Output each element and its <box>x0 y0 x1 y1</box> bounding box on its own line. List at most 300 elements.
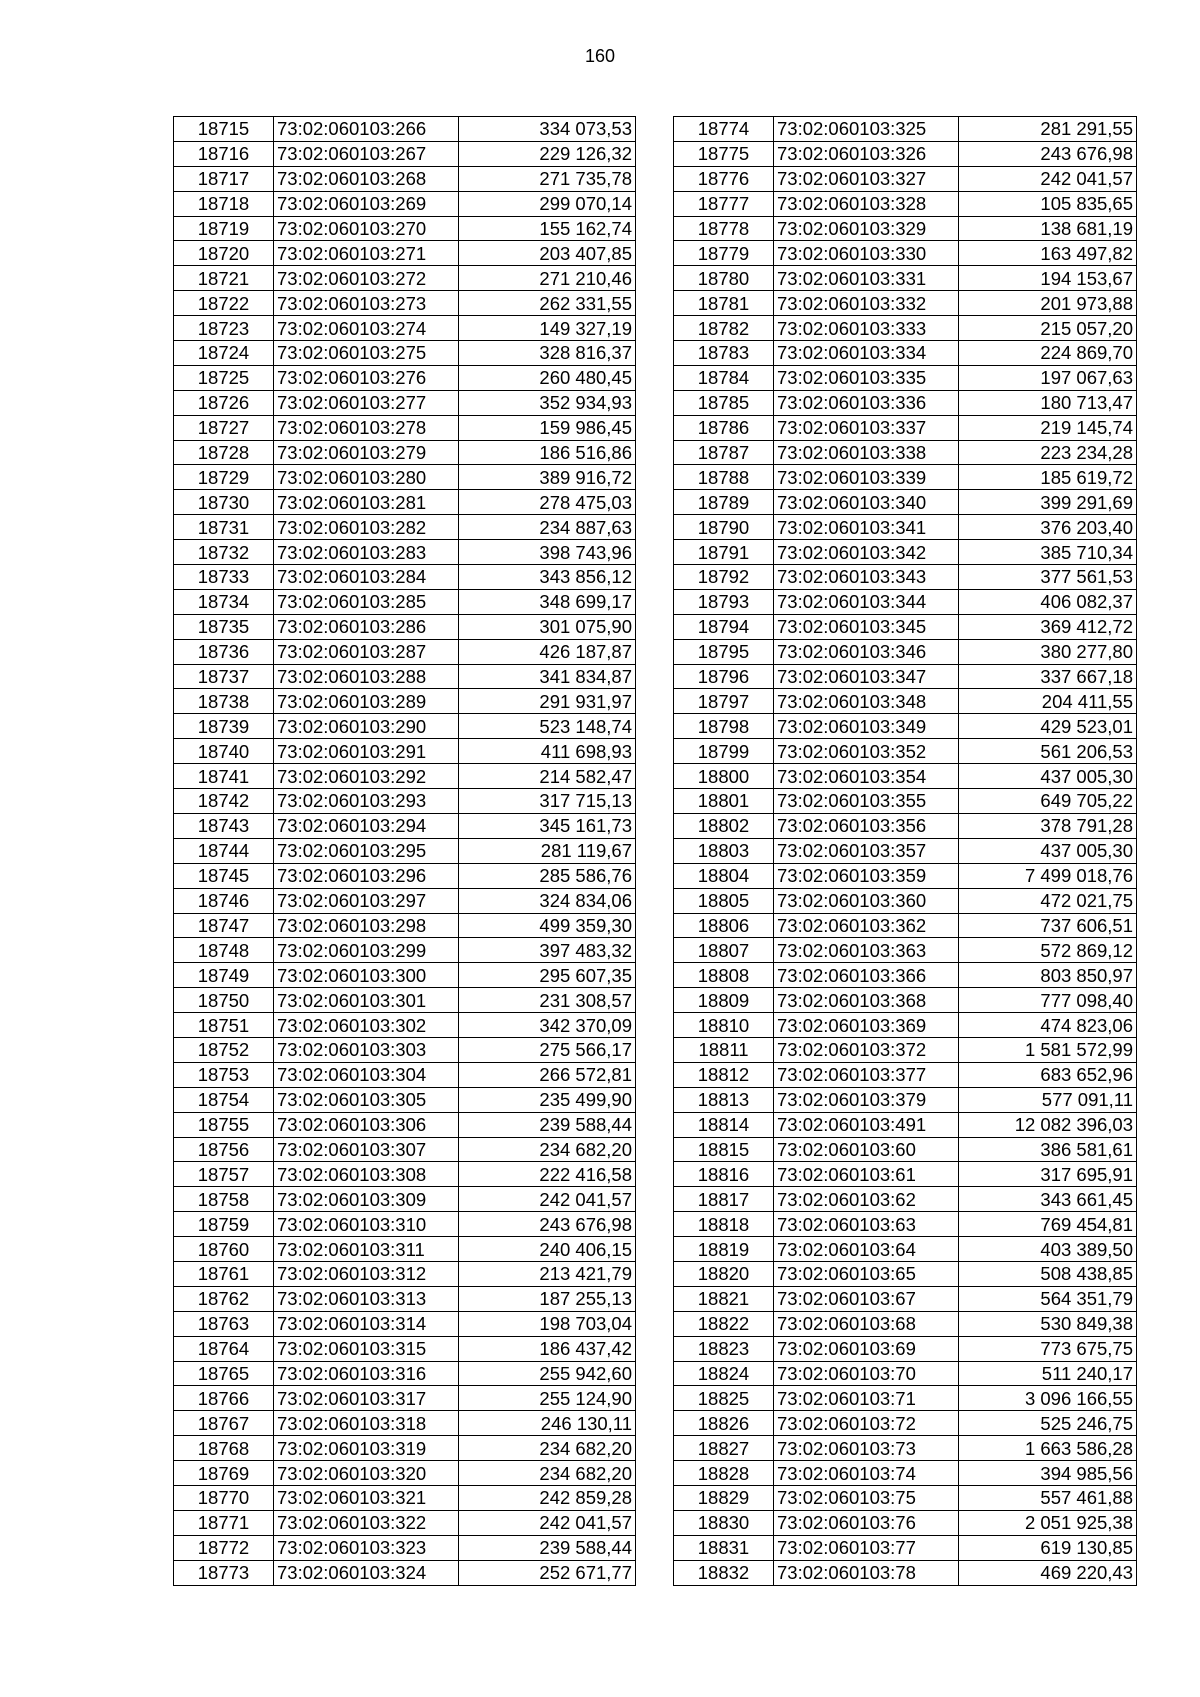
value-cell: 159 986,45 <box>459 415 636 440</box>
cadastral-number-cell: 73:02:060103:329 <box>774 216 959 241</box>
row-number-cell: 18759 <box>174 1212 274 1237</box>
value-cell: 377 561,53 <box>959 565 1137 590</box>
table-row <box>674 1037 1137 1062</box>
table-row <box>174 1286 636 1311</box>
value-cell: 2 051 925,38 <box>959 1510 1137 1535</box>
row-number-cell: 18741 <box>174 764 274 789</box>
cadastral-number-cell: 73:02:060103:307 <box>274 1137 459 1162</box>
table-row <box>174 1087 636 1112</box>
row-number-cell: 18825 <box>674 1386 774 1411</box>
cadastral-number-cell: 73:02:060103:278 <box>274 415 459 440</box>
table-row <box>174 1361 636 1386</box>
table-row <box>674 1187 1137 1212</box>
table-row <box>174 291 636 316</box>
table-row <box>674 963 1137 988</box>
table-row <box>674 1112 1137 1137</box>
cadastral-number-cell: 73:02:060103:71 <box>774 1386 959 1411</box>
table-row <box>174 1311 636 1336</box>
row-number-cell: 18816 <box>674 1162 774 1187</box>
cadastral-number-cell: 73:02:060103:67 <box>774 1286 959 1311</box>
table-row <box>674 589 1137 614</box>
table-row <box>674 764 1137 789</box>
table-row <box>674 390 1137 415</box>
table-row <box>174 191 636 216</box>
row-number-cell: 18763 <box>174 1311 274 1336</box>
value-cell: 1 663 586,28 <box>959 1436 1137 1461</box>
table-row <box>674 664 1137 689</box>
cadastral-number-cell: 73:02:060103:68 <box>774 1311 959 1336</box>
row-number-cell: 18773 <box>174 1560 274 1585</box>
cadastral-number-cell: 73:02:060103:359 <box>774 863 959 888</box>
value-cell: 411 698,93 <box>459 739 636 764</box>
row-number-cell: 18742 <box>174 789 274 814</box>
table-row <box>674 1336 1137 1361</box>
cadastral-number-cell: 73:02:060103:368 <box>774 988 959 1013</box>
table-row <box>674 1485 1137 1510</box>
value-cell: 525 246,75 <box>959 1411 1137 1436</box>
table-row <box>174 938 636 963</box>
table-row <box>174 614 636 639</box>
value-cell: 397 483,32 <box>459 938 636 963</box>
value-cell: 281 291,55 <box>959 117 1137 142</box>
row-number-cell: 18745 <box>174 863 274 888</box>
table-row <box>674 515 1137 540</box>
cadastral-number-cell: 73:02:060103:310 <box>274 1212 459 1237</box>
row-number-cell: 18718 <box>174 191 274 216</box>
table-row <box>174 838 636 863</box>
value-cell: 437 005,30 <box>959 838 1137 863</box>
row-number-cell: 18778 <box>674 216 774 241</box>
value-cell: 572 869,12 <box>959 938 1137 963</box>
cadastral-number-cell: 73:02:060103:316 <box>274 1361 459 1386</box>
row-number-cell: 18830 <box>674 1510 774 1535</box>
cadastral-number-cell: 73:02:060103:294 <box>274 813 459 838</box>
table-row <box>174 141 636 166</box>
row-number-cell: 18821 <box>674 1286 774 1311</box>
row-number-cell: 18818 <box>674 1212 774 1237</box>
row-number-cell: 18768 <box>174 1436 274 1461</box>
value-cell: 777 098,40 <box>959 988 1137 1013</box>
table-row <box>674 490 1137 515</box>
value-cell: 769 454,81 <box>959 1212 1137 1237</box>
row-number-cell: 18793 <box>674 589 774 614</box>
table-row <box>674 540 1137 565</box>
row-number-cell: 18755 <box>174 1112 274 1137</box>
cadastral-number-cell: 73:02:060103:280 <box>274 465 459 490</box>
table-row <box>174 913 636 938</box>
value-cell: 376 203,40 <box>959 515 1137 540</box>
table-row <box>674 1461 1137 1486</box>
row-number-cell: 18817 <box>674 1187 774 1212</box>
cadastral-number-cell: 73:02:060103:291 <box>274 739 459 764</box>
value-cell: 577 091,11 <box>959 1087 1137 1112</box>
value-cell: 271 735,78 <box>459 166 636 191</box>
cadastral-number-cell: 73:02:060103:288 <box>274 664 459 689</box>
row-number-cell: 18721 <box>174 266 274 291</box>
value-cell: 352 934,93 <box>459 390 636 415</box>
table-row <box>674 639 1137 664</box>
cadastral-number-cell: 73:02:060103:70 <box>774 1361 959 1386</box>
cadastral-number-cell: 73:02:060103:289 <box>274 689 459 714</box>
cadastral-number-cell: 73:02:060103:338 <box>774 440 959 465</box>
table-row <box>674 1535 1137 1560</box>
cadastral-number-cell: 73:02:060103:320 <box>274 1461 459 1486</box>
row-number-cell: 18803 <box>674 838 774 863</box>
value-cell: 246 130,11 <box>459 1411 636 1436</box>
row-number-cell: 18823 <box>674 1336 774 1361</box>
cadastral-number-cell: 73:02:060103:282 <box>274 515 459 540</box>
row-number-cell: 18727 <box>174 415 274 440</box>
table-row <box>174 863 636 888</box>
value-cell: 239 588,44 <box>459 1112 636 1137</box>
row-number-cell: 18819 <box>674 1237 774 1262</box>
cadastral-number-cell: 73:02:060103:323 <box>274 1535 459 1560</box>
row-number-cell: 18814 <box>674 1112 774 1137</box>
cadastral-number-cell: 73:02:060103:327 <box>774 166 959 191</box>
cadastral-number-cell: 73:02:060103:341 <box>774 515 959 540</box>
row-number-cell: 18786 <box>674 415 774 440</box>
value-cell: 299 070,14 <box>459 191 636 216</box>
row-number-cell: 18732 <box>174 540 274 565</box>
cadastral-number-cell: 73:02:060103:356 <box>774 813 959 838</box>
table-row <box>174 1261 636 1286</box>
table-row <box>174 1212 636 1237</box>
cadastral-number-cell: 73:02:060103:303 <box>274 1037 459 1062</box>
value-cell: 234 682,20 <box>459 1137 636 1162</box>
value-cell: 275 566,17 <box>459 1037 636 1062</box>
value-cell: 317 715,13 <box>459 789 636 814</box>
table-row <box>674 1560 1137 1585</box>
value-cell: 619 130,85 <box>959 1535 1137 1560</box>
cadastral-number-cell: 73:02:060103:295 <box>274 838 459 863</box>
table-row <box>174 1510 636 1535</box>
row-number-cell: 18729 <box>174 465 274 490</box>
value-cell: 523 148,74 <box>459 714 636 739</box>
row-number-cell: 18781 <box>674 291 774 316</box>
cadastral-number-cell: 73:02:060103:290 <box>274 714 459 739</box>
value-cell: 185 619,72 <box>959 465 1137 490</box>
value-cell: 197 067,63 <box>959 365 1137 390</box>
cadastral-number-cell: 73:02:060103:348 <box>774 689 959 714</box>
row-number-cell: 18730 <box>174 490 274 515</box>
table-row <box>674 813 1137 838</box>
table-row <box>674 863 1137 888</box>
value-cell: 683 652,96 <box>959 1062 1137 1087</box>
cadastral-number-cell: 73:02:060103:357 <box>774 838 959 863</box>
table-row <box>674 117 1137 142</box>
value-cell: 343 856,12 <box>459 565 636 590</box>
row-number-cell: 18789 <box>674 490 774 515</box>
table-row <box>674 141 1137 166</box>
value-cell: 403 389,50 <box>959 1237 1137 1262</box>
table-row <box>674 341 1137 366</box>
row-number-cell: 18802 <box>674 813 774 838</box>
table-row <box>674 1361 1137 1386</box>
cadastral-number-cell: 73:02:060103:315 <box>274 1336 459 1361</box>
value-cell: 224 869,70 <box>959 341 1137 366</box>
cadastral-number-cell: 73:02:060103:286 <box>274 614 459 639</box>
value-cell: 378 791,28 <box>959 813 1137 838</box>
cadastral-number-cell: 73:02:060103:372 <box>774 1037 959 1062</box>
row-number-cell: 18724 <box>174 341 274 366</box>
cadastral-number-cell: 73:02:060103:311 <box>274 1237 459 1262</box>
row-number-cell: 18767 <box>174 1411 274 1436</box>
value-cell: 239 588,44 <box>459 1535 636 1560</box>
value-cell: 242 041,57 <box>459 1187 636 1212</box>
row-number-cell: 18728 <box>174 440 274 465</box>
table-row <box>674 1137 1137 1162</box>
value-cell: 429 523,01 <box>959 714 1137 739</box>
table-row <box>174 440 636 465</box>
value-cell: 295 607,35 <box>459 963 636 988</box>
value-cell: 337 667,18 <box>959 664 1137 689</box>
cadastral-number-cell: 73:02:060103:293 <box>274 789 459 814</box>
row-number-cell: 18733 <box>174 565 274 590</box>
cadastral-number-cell: 73:02:060103:336 <box>774 390 959 415</box>
value-cell: 398 743,96 <box>459 540 636 565</box>
row-number-cell: 18775 <box>674 141 774 166</box>
row-number-cell: 18769 <box>174 1461 274 1486</box>
row-number-cell: 18810 <box>674 1013 774 1038</box>
table-row <box>674 191 1137 216</box>
table-row <box>674 888 1137 913</box>
value-cell: 472 021,75 <box>959 888 1137 913</box>
value-cell: 260 480,45 <box>459 365 636 390</box>
cadastral-number-cell: 73:02:060103:305 <box>274 1087 459 1112</box>
value-cell: 252 671,77 <box>459 1560 636 1585</box>
cadastral-number-cell: 73:02:060103:313 <box>274 1286 459 1311</box>
row-number-cell: 18797 <box>674 689 774 714</box>
table-row <box>174 988 636 1013</box>
value-cell: 301 075,90 <box>459 614 636 639</box>
cadastral-number-cell: 73:02:060103:284 <box>274 565 459 590</box>
cadastral-number-cell: 73:02:060103:369 <box>774 1013 959 1038</box>
cadastral-number-cell: 73:02:060103:349 <box>774 714 959 739</box>
left-table <box>173 116 636 1586</box>
row-number-cell: 18731 <box>174 515 274 540</box>
table-row <box>174 490 636 515</box>
cadastral-number-cell: 73:02:060103:355 <box>774 789 959 814</box>
table-row <box>174 714 636 739</box>
table-row <box>674 1062 1137 1087</box>
table-row <box>174 341 636 366</box>
table-row <box>674 739 1137 764</box>
table-row <box>174 1237 636 1262</box>
cadastral-number-cell: 73:02:060103:377 <box>774 1062 959 1087</box>
row-number-cell: 18766 <box>174 1386 274 1411</box>
value-cell: 394 985,56 <box>959 1461 1137 1486</box>
cadastral-number-cell: 73:02:060103:72 <box>774 1411 959 1436</box>
cadastral-number-cell: 73:02:060103:75 <box>774 1485 959 1510</box>
table-row <box>174 1013 636 1038</box>
value-cell: 234 682,20 <box>459 1461 636 1486</box>
row-number-cell: 18782 <box>674 316 774 341</box>
value-cell: 201 973,88 <box>959 291 1137 316</box>
table-row <box>174 1485 636 1510</box>
value-cell: 138 681,19 <box>959 216 1137 241</box>
value-cell: 222 416,58 <box>459 1162 636 1187</box>
cadastral-number-cell: 73:02:060103:304 <box>274 1062 459 1087</box>
cadastral-number-cell: 73:02:060103:314 <box>274 1311 459 1336</box>
cadastral-number-cell: 73:02:060103:271 <box>274 241 459 266</box>
value-cell: 380 277,80 <box>959 639 1137 664</box>
value-cell: 149 327,19 <box>459 316 636 341</box>
table-row <box>674 316 1137 341</box>
cadastral-number-cell: 73:02:060103:366 <box>774 963 959 988</box>
row-number-cell: 18807 <box>674 938 774 963</box>
cadastral-number-cell: 73:02:060103:78 <box>774 1560 959 1585</box>
row-number-cell: 18828 <box>674 1461 774 1486</box>
cadastral-number-cell: 73:02:060103:322 <box>274 1510 459 1535</box>
cadastral-number-cell: 73:02:060103:296 <box>274 863 459 888</box>
table-row <box>674 365 1137 390</box>
cadastral-number-cell: 73:02:060103:302 <box>274 1013 459 1038</box>
value-cell: 204 411,55 <box>959 689 1137 714</box>
value-cell: 737 606,51 <box>959 913 1137 938</box>
cadastral-number-cell: 73:02:060103:275 <box>274 341 459 366</box>
value-cell: 406 082,37 <box>959 589 1137 614</box>
cadastral-number-cell: 73:02:060103:266 <box>274 117 459 142</box>
table-row <box>674 415 1137 440</box>
row-number-cell: 18783 <box>674 341 774 366</box>
row-number-cell: 18779 <box>674 241 774 266</box>
table-row <box>174 540 636 565</box>
row-number-cell: 18771 <box>174 1510 274 1535</box>
value-cell: 243 676,98 <box>459 1212 636 1237</box>
table-row <box>674 1436 1137 1461</box>
row-number-cell: 18772 <box>174 1535 274 1560</box>
cadastral-number-cell: 73:02:060103:319 <box>274 1436 459 1461</box>
row-number-cell: 18805 <box>674 888 774 913</box>
value-cell: 180 713,47 <box>959 390 1137 415</box>
row-number-cell: 18785 <box>674 390 774 415</box>
table-row <box>674 714 1137 739</box>
row-number-cell: 18740 <box>174 739 274 764</box>
row-number-cell: 18791 <box>674 540 774 565</box>
cadastral-number-cell: 73:02:060103:65 <box>774 1261 959 1286</box>
value-cell: 334 073,53 <box>459 117 636 142</box>
value-cell: 234 887,63 <box>459 515 636 540</box>
table-row <box>174 888 636 913</box>
cadastral-number-cell: 73:02:060103:308 <box>274 1162 459 1187</box>
table-row <box>674 689 1137 714</box>
value-cell: 235 499,90 <box>459 1087 636 1112</box>
table-row <box>174 465 636 490</box>
table-row <box>174 1436 636 1461</box>
row-number-cell: 18739 <box>174 714 274 739</box>
row-number-cell: 18764 <box>174 1336 274 1361</box>
value-cell: 369 412,72 <box>959 614 1137 639</box>
row-number-cell: 18750 <box>174 988 274 1013</box>
table-row <box>174 1062 636 1087</box>
row-number-cell: 18826 <box>674 1411 774 1436</box>
table-row <box>174 1535 636 1560</box>
row-number-cell: 18815 <box>674 1137 774 1162</box>
table-row <box>174 813 636 838</box>
cadastral-number-cell: 73:02:060103:306 <box>274 1112 459 1137</box>
table-row <box>674 241 1137 266</box>
table-row <box>674 1510 1137 1535</box>
table-row <box>174 241 636 266</box>
table-row <box>674 988 1137 1013</box>
row-number-cell: 18800 <box>674 764 774 789</box>
cadastral-number-cell: 73:02:060103:312 <box>274 1261 459 1286</box>
row-number-cell: 18813 <box>674 1087 774 1112</box>
table-row <box>674 1013 1137 1038</box>
value-cell: 105 835,65 <box>959 191 1137 216</box>
table-row <box>174 789 636 814</box>
cadastral-number-cell: 73:02:060103:335 <box>774 365 959 390</box>
value-cell: 234 682,20 <box>459 1436 636 1461</box>
table-row <box>174 166 636 191</box>
cadastral-number-cell: 73:02:060103:276 <box>274 365 459 390</box>
value-cell: 649 705,22 <box>959 789 1137 814</box>
row-number-cell: 18761 <box>174 1261 274 1286</box>
cadastral-number-cell: 73:02:060103:63 <box>774 1212 959 1237</box>
row-number-cell: 18784 <box>674 365 774 390</box>
value-cell: 203 407,85 <box>459 241 636 266</box>
cadastral-number-cell: 73:02:060103:324 <box>274 1560 459 1585</box>
cadastral-number-cell: 73:02:060103:76 <box>774 1510 959 1535</box>
cadastral-number-cell: 73:02:060103:354 <box>774 764 959 789</box>
table-row <box>674 266 1137 291</box>
cadastral-number-cell: 73:02:060103:267 <box>274 141 459 166</box>
row-number-cell: 18717 <box>174 166 274 191</box>
right-table <box>673 116 1137 1586</box>
row-number-cell: 18752 <box>174 1037 274 1062</box>
row-number-cell: 18726 <box>174 390 274 415</box>
cadastral-number-cell: 73:02:060103:333 <box>774 316 959 341</box>
row-number-cell: 18804 <box>674 863 774 888</box>
cadastral-number-cell: 73:02:060103:281 <box>274 490 459 515</box>
row-number-cell: 18832 <box>674 1560 774 1585</box>
table-row <box>674 1311 1137 1336</box>
cadastral-number-cell: 73:02:060103:342 <box>774 540 959 565</box>
row-number-cell: 18790 <box>674 515 774 540</box>
value-cell: 389 916,72 <box>459 465 636 490</box>
row-number-cell: 18820 <box>674 1261 774 1286</box>
value-cell: 341 834,87 <box>459 664 636 689</box>
value-cell: 223 234,28 <box>959 440 1137 465</box>
table-row <box>674 216 1137 241</box>
page-number: 160 <box>584 46 616 66</box>
cadastral-number-cell: 73:02:060103:331 <box>774 266 959 291</box>
value-cell: 511 240,17 <box>959 1361 1137 1386</box>
value-cell: 561 206,53 <box>959 739 1137 764</box>
value-cell: 242 041,57 <box>459 1510 636 1535</box>
table-row <box>674 1162 1137 1187</box>
row-number-cell: 18720 <box>174 241 274 266</box>
value-cell: 328 816,37 <box>459 341 636 366</box>
row-number-cell: 18801 <box>674 789 774 814</box>
row-number-cell: 18831 <box>674 1535 774 1560</box>
cadastral-number-cell: 73:02:060103:268 <box>274 166 459 191</box>
table-row <box>674 291 1137 316</box>
value-cell: 345 161,73 <box>459 813 636 838</box>
cadastral-number-cell: 73:02:060103:491 <box>774 1112 959 1137</box>
table-row <box>674 789 1137 814</box>
cadastral-number-cell: 73:02:060103:321 <box>274 1485 459 1510</box>
row-number-cell: 18734 <box>174 589 274 614</box>
row-number-cell: 18722 <box>174 291 274 316</box>
table-row <box>174 664 636 689</box>
value-cell: 317 695,91 <box>959 1162 1137 1187</box>
value-cell: 186 516,86 <box>459 440 636 465</box>
cadastral-number-cell: 73:02:060103:73 <box>774 1436 959 1461</box>
row-number-cell: 18794 <box>674 614 774 639</box>
row-number-cell: 18811 <box>674 1037 774 1062</box>
row-number-cell: 18747 <box>174 913 274 938</box>
